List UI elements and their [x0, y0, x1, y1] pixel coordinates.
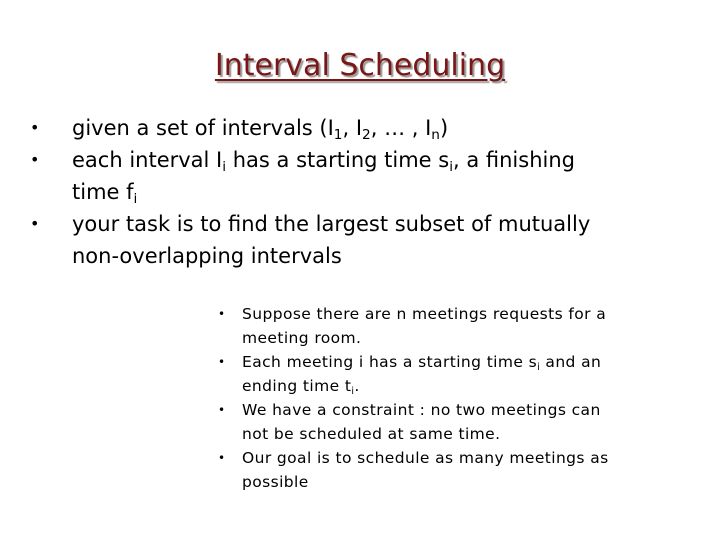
note-2-line2: ending time $t_i$. — [242, 377, 360, 397]
bullet-icon: • — [30, 150, 40, 169]
main-bullet-2-line2: time $f_i$ — [72, 180, 138, 207]
main-bullet-3-line1: your task is to find the largest subset of mutually — [72, 212, 591, 236]
main-bullet-3 — [30, 208, 670, 272]
note-bullet-2 — [218, 350, 628, 398]
bullet-icon: • — [218, 451, 226, 465]
slide-title: Interval Scheduling — [214, 48, 506, 83]
bullet-icon: • — [30, 214, 40, 233]
note-3-line2: not be scheduled at same time. — [242, 425, 501, 443]
note-bullet-1 — [218, 302, 628, 350]
note-3-line1: We have a constraint : no two meetings can — [242, 401, 601, 419]
note-1-line1: Suppose there are n meetings requests for a — [242, 305, 607, 323]
notes-bullet-list — [218, 302, 628, 494]
note-bullet-3 — [218, 398, 628, 446]
bullet-icon: • — [218, 403, 226, 417]
main-bullet-1 — [30, 112, 670, 144]
note-1-line2: meeting room. — [242, 329, 362, 347]
note-2-line1: Each meeting i has a starting time $s_i$ and an — [242, 353, 602, 373]
note-4-line1: Our goal is to schedule as many meetings as — [242, 449, 609, 467]
main-bullet-2-line1: each interval $I_i$ has a starting time $s_i$, a finishing — [72, 148, 575, 175]
bullet-icon: • — [30, 118, 40, 137]
note-bullet-4 — [218, 446, 628, 494]
note-4-line2: possible — [242, 473, 309, 491]
main-bullet-1-text: given a set of intervals ($I_1$, $I_2$, … , $I_n$) — [72, 116, 449, 143]
bullet-icon: • — [218, 307, 226, 321]
main-bullet-list — [30, 112, 670, 272]
main-bullet-2 — [30, 144, 670, 208]
bullet-icon: • — [218, 355, 226, 369]
main-bullet-3-line2: non-overlapping intervals — [72, 244, 342, 268]
